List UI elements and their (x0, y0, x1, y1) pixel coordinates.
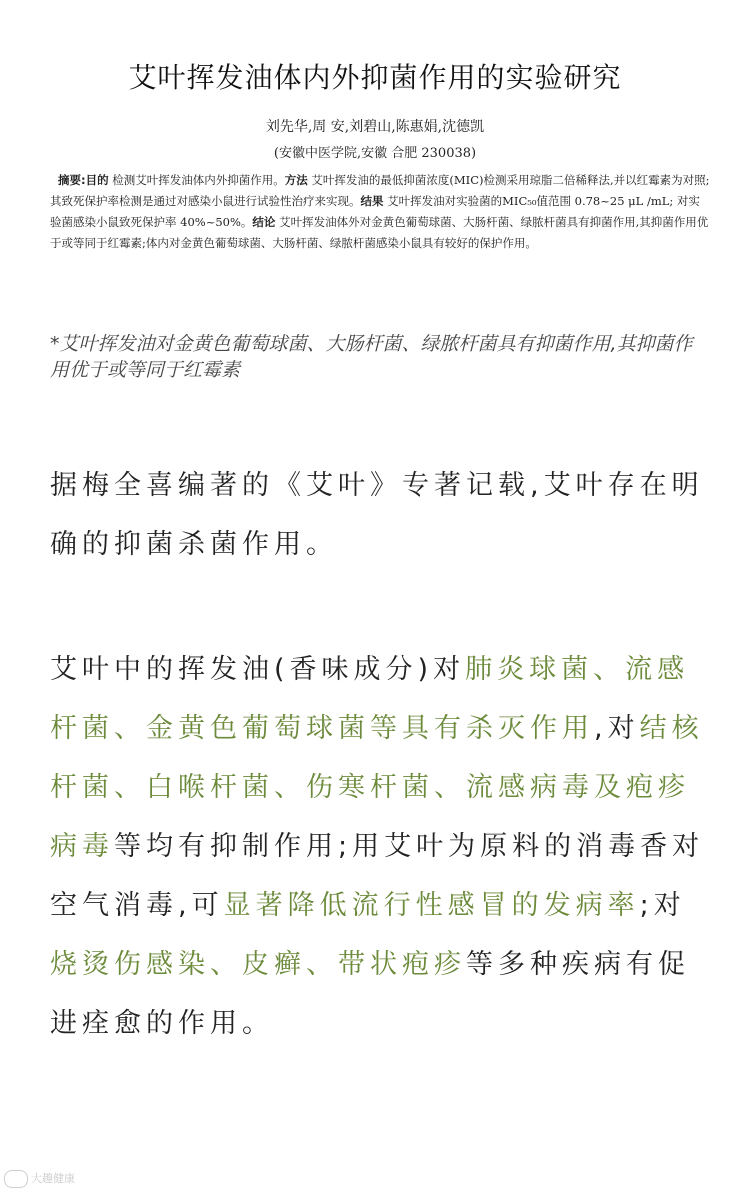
highlight-text: 烧烫伤感染、皮癣、带状疱疹 (50, 949, 466, 980)
paper-affiliation: (安徽中医学院,安徽 合肥 230038) (273, 146, 477, 161)
paragraph-text: 等均有抑制作用;用艾叶为原料的消毒香对空气消毒,可 (50, 831, 705, 921)
abstract-label: 摘要: (58, 173, 86, 187)
paragraph-text: ;对 (639, 890, 686, 921)
result-text: 艾叶挥发油对实验菌的MIC₅₀值范围 0.78~25 μL /mL; 对实验菌感染小鼠致死保护率 40%~50%。 (50, 194, 700, 229)
paper-authors: 刘先华,周 安,刘碧山,陈惠娟,沈德凯 (265, 119, 485, 135)
conclusion-text: 艾叶挥发油体外对金黄色葡萄球菌、大肠杆菌、绿脓杆菌具有抑菌作用,其抑菌作用优于或等同于红霉素;体内对金黄色葡萄球菌、大肠杆菌、绿脓杆菌感染小鼠具有较好的保护作用。 (50, 215, 709, 250)
watermark-logo-icon (4, 1170, 28, 1188)
objective-text: 检测艾叶挥发油体内外抑菌作用。 (108, 173, 285, 187)
paper-title: 艾叶挥发油体内外抑菌作用的实验研究 (128, 61, 622, 94)
highlight-text: 结核杆菌、白喉杆菌、伤寒杆菌、流感病毒及疱疹病毒 (50, 713, 704, 862)
highlight-text: 肺炎球菌、流感杆菌、金黄色葡萄球菌等具有杀灭作用 (50, 654, 690, 744)
paper-screenshot (0, 0, 750, 290)
paragraph-text: 等多种疾病有促进痊愈的作用。 (50, 949, 690, 1039)
paragraph-text: ,对 (594, 713, 640, 744)
watermark-text: 大趣健康 (31, 1172, 75, 1185)
watermark (4, 1170, 75, 1188)
highlight-text: 显著降低流行性感冒的发病率 (223, 890, 640, 921)
conclusion-label: 结论 (252, 215, 276, 229)
paragraph-mugwort-record: 据梅全喜编著的《艾叶》专著记载,艾叶存在明确的抑菌杀菌作用。 (50, 470, 704, 560)
paragraph-mugwort-effects (50, 640, 710, 1053)
objective-label: 目的 (85, 173, 109, 187)
paragraph-text: 艾叶中的挥发油(香味成分)对 (50, 654, 466, 685)
figure-caption: *艾叶挥发油对金黄色葡萄球菌、大肠杆菌、绿脓杆菌具有抑菌作用,其抑菌作用优于或等同于红霉素 (50, 333, 693, 381)
method-text: 艾叶挥发油的最低抑菌浓度(MIC)检测采用琼脂二倍稀释法,并以红霉素为对照;其致死保护率检测是通过对感染小鼠进行试验性治疗来实现。 (50, 173, 710, 208)
method-label: 方法 (284, 173, 308, 187)
result-label: 结果 (360, 194, 384, 208)
paper-abstract (50, 170, 710, 254)
